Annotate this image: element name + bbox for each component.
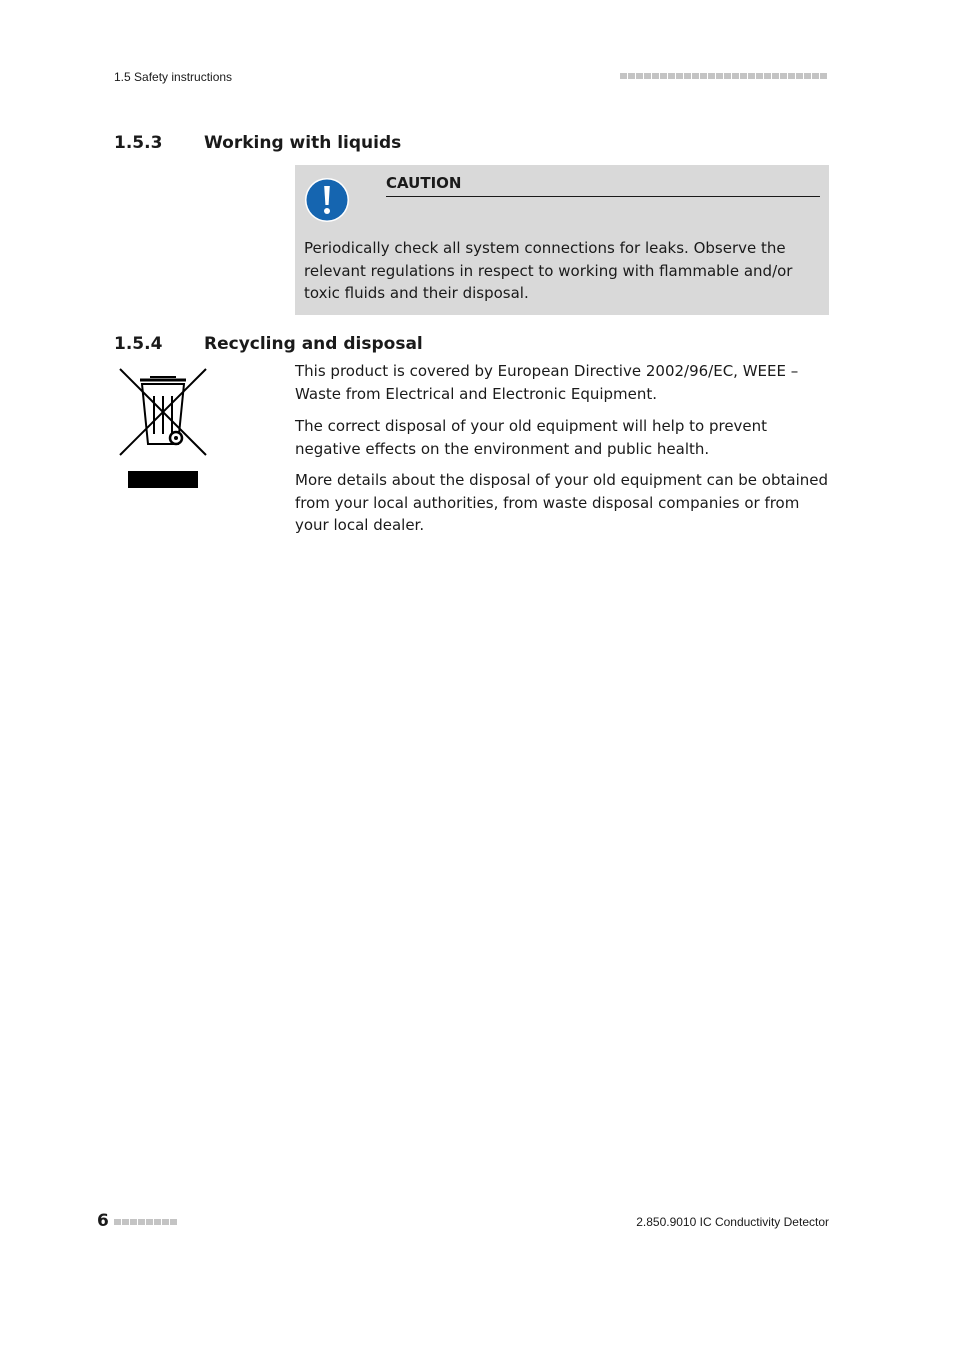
square-mark <box>130 1219 137 1225</box>
square-mark <box>122 1219 129 1225</box>
square-mark <box>636 73 643 79</box>
square-mark <box>820 73 827 79</box>
square-mark <box>692 73 699 79</box>
page-number: 6 <box>97 1211 109 1231</box>
recycling-paragraph: More details about the disposal of your old equipment can be obtained from your local authorities, from waste disposal companies or from your local dealer. <box>295 471 828 534</box>
square-mark <box>732 73 739 79</box>
square-mark <box>804 73 811 79</box>
square-mark <box>684 73 691 79</box>
header-decoration <box>620 73 827 79</box>
square-mark <box>628 73 635 79</box>
square-mark <box>812 73 819 79</box>
square-mark <box>154 1219 161 1225</box>
square-mark <box>708 73 715 79</box>
square-mark <box>620 73 627 79</box>
square-mark <box>724 73 731 79</box>
section-number: 1.5.3 <box>114 133 163 153</box>
square-mark <box>756 73 763 79</box>
running-header: 1.5 Safety instructions <box>114 70 233 84</box>
recycling-paragraph: This product is covered by European Directive 2002/96/EC, WEEE – Waste from Electrical and Electronic Equipment. <box>295 362 799 403</box>
caution-text: Periodically check all system connections for leaks. Observe the relevant regulations in respect to working with flammable and/or toxic fluids and their disposal. <box>304 239 793 302</box>
exclamation-circle-icon <box>304 177 350 223</box>
square-mark <box>772 73 779 79</box>
caution-rule <box>386 196 820 197</box>
square-mark <box>644 73 651 79</box>
section-number: 1.5.4 <box>114 334 163 354</box>
caution-box <box>295 165 829 315</box>
square-mark <box>764 73 771 79</box>
footer-decoration <box>114 1219 177 1225</box>
caution-label: CAUTION <box>386 174 462 192</box>
section-title: Recycling and disposal <box>204 334 423 354</box>
square-mark <box>716 73 723 79</box>
square-mark <box>788 73 795 79</box>
weee-black-bar <box>128 471 198 488</box>
crossed-out-wheelie-bin-icon <box>118 367 208 459</box>
square-mark <box>162 1219 169 1225</box>
document-title: 2.850.9010 IC Conductivity Detector <box>636 1215 829 1229</box>
square-mark <box>780 73 787 79</box>
square-mark <box>676 73 683 79</box>
square-mark <box>740 73 747 79</box>
square-mark <box>114 1219 121 1225</box>
square-mark <box>796 73 803 79</box>
square-mark <box>138 1219 145 1225</box>
section-title: Working with liquids <box>204 133 402 153</box>
square-mark <box>660 73 667 79</box>
square-mark <box>668 73 675 79</box>
recycling-paragraph: The correct disposal of your old equipment will help to prevent negative effects on the environment and public health. <box>295 417 768 458</box>
square-mark <box>146 1219 153 1225</box>
square-mark <box>700 73 707 79</box>
square-mark <box>170 1219 177 1225</box>
square-mark <box>748 73 755 79</box>
square-mark <box>652 73 659 79</box>
